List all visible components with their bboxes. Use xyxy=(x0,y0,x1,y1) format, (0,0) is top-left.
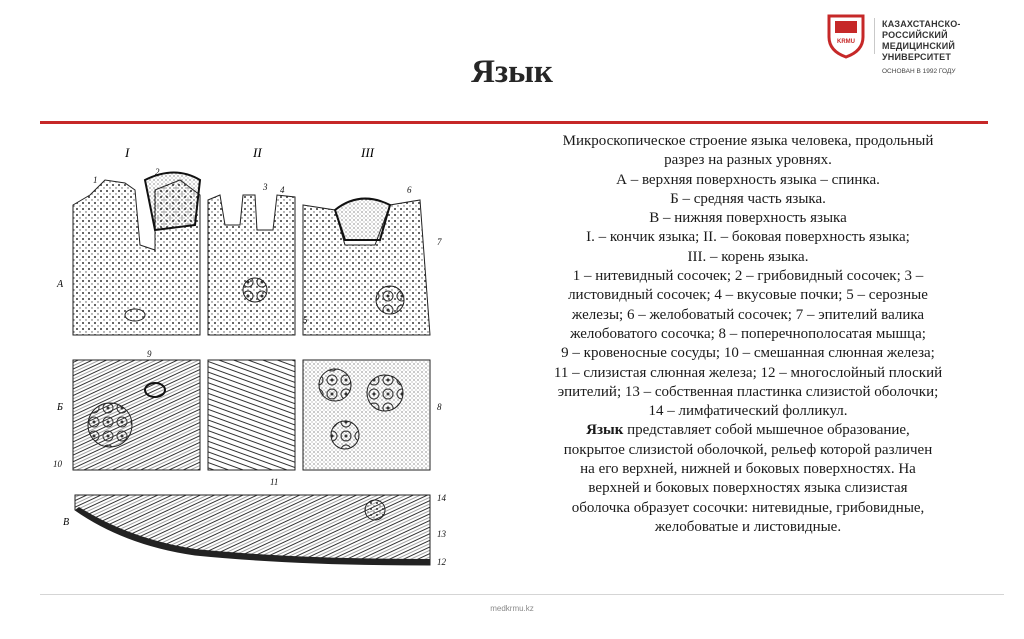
label-3: 3 xyxy=(263,182,268,192)
paragraph-first-line xyxy=(506,421,990,440)
description-line: I. – кончик языка; II. – боковая поверхность языка; xyxy=(586,229,910,246)
row-label-a: А xyxy=(57,279,64,290)
panel-row-b xyxy=(73,360,430,470)
paragraph-line: представляет собой мышечное образование, xyxy=(623,422,910,439)
description-line: Микроскопическое строение языка человека, продольный xyxy=(562,133,934,149)
description-line: эпителий; 13 – собственная пластинка слизистой оболочки; xyxy=(557,383,939,400)
paragraph-line: на его верхней, нижней и боковых поверхностях. На xyxy=(580,461,916,478)
paragraph-line: верхней и боковых поверхностях языка слизистая xyxy=(588,480,908,497)
panel-row-a xyxy=(73,173,430,336)
histology-figure xyxy=(45,135,465,575)
label-5: 5 xyxy=(303,315,308,325)
university-logo xyxy=(826,13,866,59)
description-line: Б – средняя часть языка. xyxy=(670,190,826,207)
header-divider xyxy=(874,18,875,54)
description-line: 9 – кровеносные сосуды; 10 – смешанная слюнная железа; xyxy=(561,345,935,362)
label-10: 10 xyxy=(53,459,62,469)
column-label-3: III xyxy=(361,145,374,160)
description-line: листовидный сосочек; 4 – вкусовые почки; 5 – серозные xyxy=(568,287,928,304)
row-label-v: В xyxy=(63,517,70,528)
description-line: А – верхняя поверхность языка – спинка. xyxy=(616,171,880,188)
footer-divider xyxy=(40,594,1004,595)
label-13: 13 xyxy=(437,529,446,539)
label-14: 14 xyxy=(437,493,446,503)
panel-row-v xyxy=(75,495,430,565)
logo-text: KRMU xyxy=(837,39,855,45)
label-4: 4 xyxy=(280,185,285,195)
label-7: 7 xyxy=(437,237,442,247)
description-line: III. – корень языка. xyxy=(687,248,809,265)
description-line: 14 – лимфатический фолликул. xyxy=(648,403,848,420)
description-line: В – нижняя поверхность языка xyxy=(649,210,847,227)
description-line: железы; 6 – желобоватый сосочек; 7 – эпителий валика xyxy=(571,306,925,323)
description-line: разрез на разных уровнях. xyxy=(664,152,832,169)
description-line: 11 – слизистая слюнная железа; 12 – многослойный плоский xyxy=(553,364,943,381)
column-label-1: I xyxy=(125,145,130,160)
title-underline xyxy=(40,121,988,124)
paragraph-line: покрытое слизистой оболочкой, рельеф которой различен xyxy=(563,441,933,458)
label-2: 2 xyxy=(155,167,160,177)
slide-title: Язык xyxy=(471,54,553,90)
footer-site: medkrmu.kz xyxy=(490,604,534,613)
label-8: 8 xyxy=(437,402,442,412)
label-12: 12 xyxy=(437,557,446,567)
university-line-2: МЕДИЦИНСКИЙ УНИВЕРСИТЕТ xyxy=(882,41,956,62)
university-founded: ОСНОВАН В 1992 ГОДУ xyxy=(882,68,956,75)
label-1: 1 xyxy=(93,175,98,185)
paragraph-bold-term: Язык xyxy=(586,422,624,439)
label-9: 9 xyxy=(147,349,152,359)
label-6: 6 xyxy=(407,185,412,195)
row-label-b: Б xyxy=(57,402,63,413)
column-label-2: II xyxy=(253,145,262,160)
paragraph-line: оболочка образует сосочки: нитевидные, грибовидные, xyxy=(571,499,925,516)
university-line-1: КАЗАХСТАНСКО-РОССИЙСКИЙ xyxy=(882,19,961,40)
description-line: желобоватого сосочка; 8 – поперечнополосатая мышца; xyxy=(570,325,926,342)
description-text xyxy=(506,132,990,537)
paragraph-line: желобоватые и листовидные. xyxy=(654,518,842,535)
label-11: 11 xyxy=(270,477,279,487)
description-line: 1 – нитевидный сосочек; 2 – грибовидный сосочек; 3 – xyxy=(572,268,924,285)
